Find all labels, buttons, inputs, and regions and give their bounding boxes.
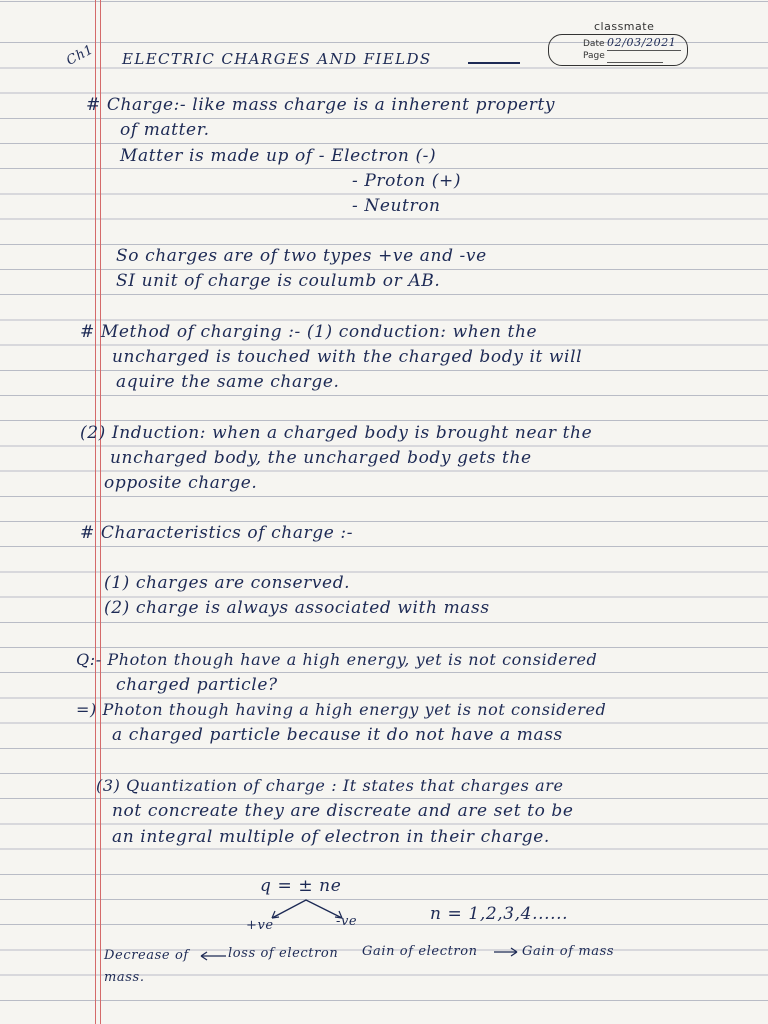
page-line <box>607 62 663 63</box>
formula-n-values: n = 1,2,3,4...... <box>430 904 569 924</box>
line-si-unit: SI unit of charge is coulumb or AB. <box>116 271 441 291</box>
line-question: Q:- Photon though have a high energy, yet is not considered <box>76 650 598 669</box>
line-integral: an integral multiple of electron in their charge. <box>112 827 550 847</box>
line-same-charge: aquire the same charge. <box>116 372 340 392</box>
margin-line-right <box>100 0 101 1024</box>
line-matter-made: Matter is made up of - Electron (-) <box>120 146 437 166</box>
line-mass-associated: (2) charge is always associated with mass <box>104 598 490 618</box>
margin-line-left <box>95 0 96 1024</box>
date-line <box>607 50 681 51</box>
date-label: Date <box>583 39 605 49</box>
line-discreate: not concreate they are discreate and are set to be <box>112 801 574 821</box>
title-dash <box>468 62 520 64</box>
line-characteristics: # Characteristics of charge :- <box>80 523 354 543</box>
line-quantization: (3) Quantization of charge : It states that charges are <box>96 776 564 795</box>
page-title: ELECTRIC CHARGES AND FIELDS <box>122 50 432 68</box>
left-arrow-icon <box>198 950 228 962</box>
line-uncharged-touched: uncharged is touched with the charged body it will <box>112 347 583 367</box>
line-conserved: (1) charges are conserved. <box>104 573 351 593</box>
line-charge-def: # Charge:- like mass charge is a inherent property <box>86 95 556 115</box>
page-label: Page <box>583 51 605 61</box>
formula-equation: q = ± ne <box>260 876 342 896</box>
margin-note: Ch1 <box>64 42 97 69</box>
line-method: # Method of charging :- (1) conduction: when the <box>80 322 538 342</box>
line-two-types: So charges are of two types +ve and -ve <box>116 246 487 266</box>
line-answer: =) Photon though having a high energy yet is not considered <box>76 700 607 719</box>
footer-gain: Gain of electron <box>362 944 478 959</box>
footer-gain-mass: Gain of mass <box>522 944 615 959</box>
line-neutron: - Neutron <box>352 196 441 216</box>
footer-mass: mass. <box>104 970 145 985</box>
date-box <box>548 34 688 66</box>
line-answer-cont: a charged particle because it do not have a mass <box>112 725 563 745</box>
line-uncharged-body: uncharged body, the uncharged body gets the <box>110 448 532 468</box>
line-of-matter: of matter. <box>120 120 210 140</box>
date-value: 02/03/2021 <box>607 36 677 49</box>
brand-label: classmate <box>594 20 655 33</box>
line-proton: - Proton (+) <box>352 171 462 191</box>
line-opposite-charge: opposite charge. <box>104 473 258 493</box>
line-question-cont: charged particle? <box>116 675 278 695</box>
formula-plus: +ve <box>246 918 274 933</box>
footer-loss: loss of electron <box>228 946 339 961</box>
line-induction: (2) Induction: when a charged body is brought near the <box>80 423 593 443</box>
footer-decrease: Decrease of <box>104 948 189 963</box>
right-arrow-icon <box>492 946 520 958</box>
formula-minus: -ve <box>336 914 358 929</box>
